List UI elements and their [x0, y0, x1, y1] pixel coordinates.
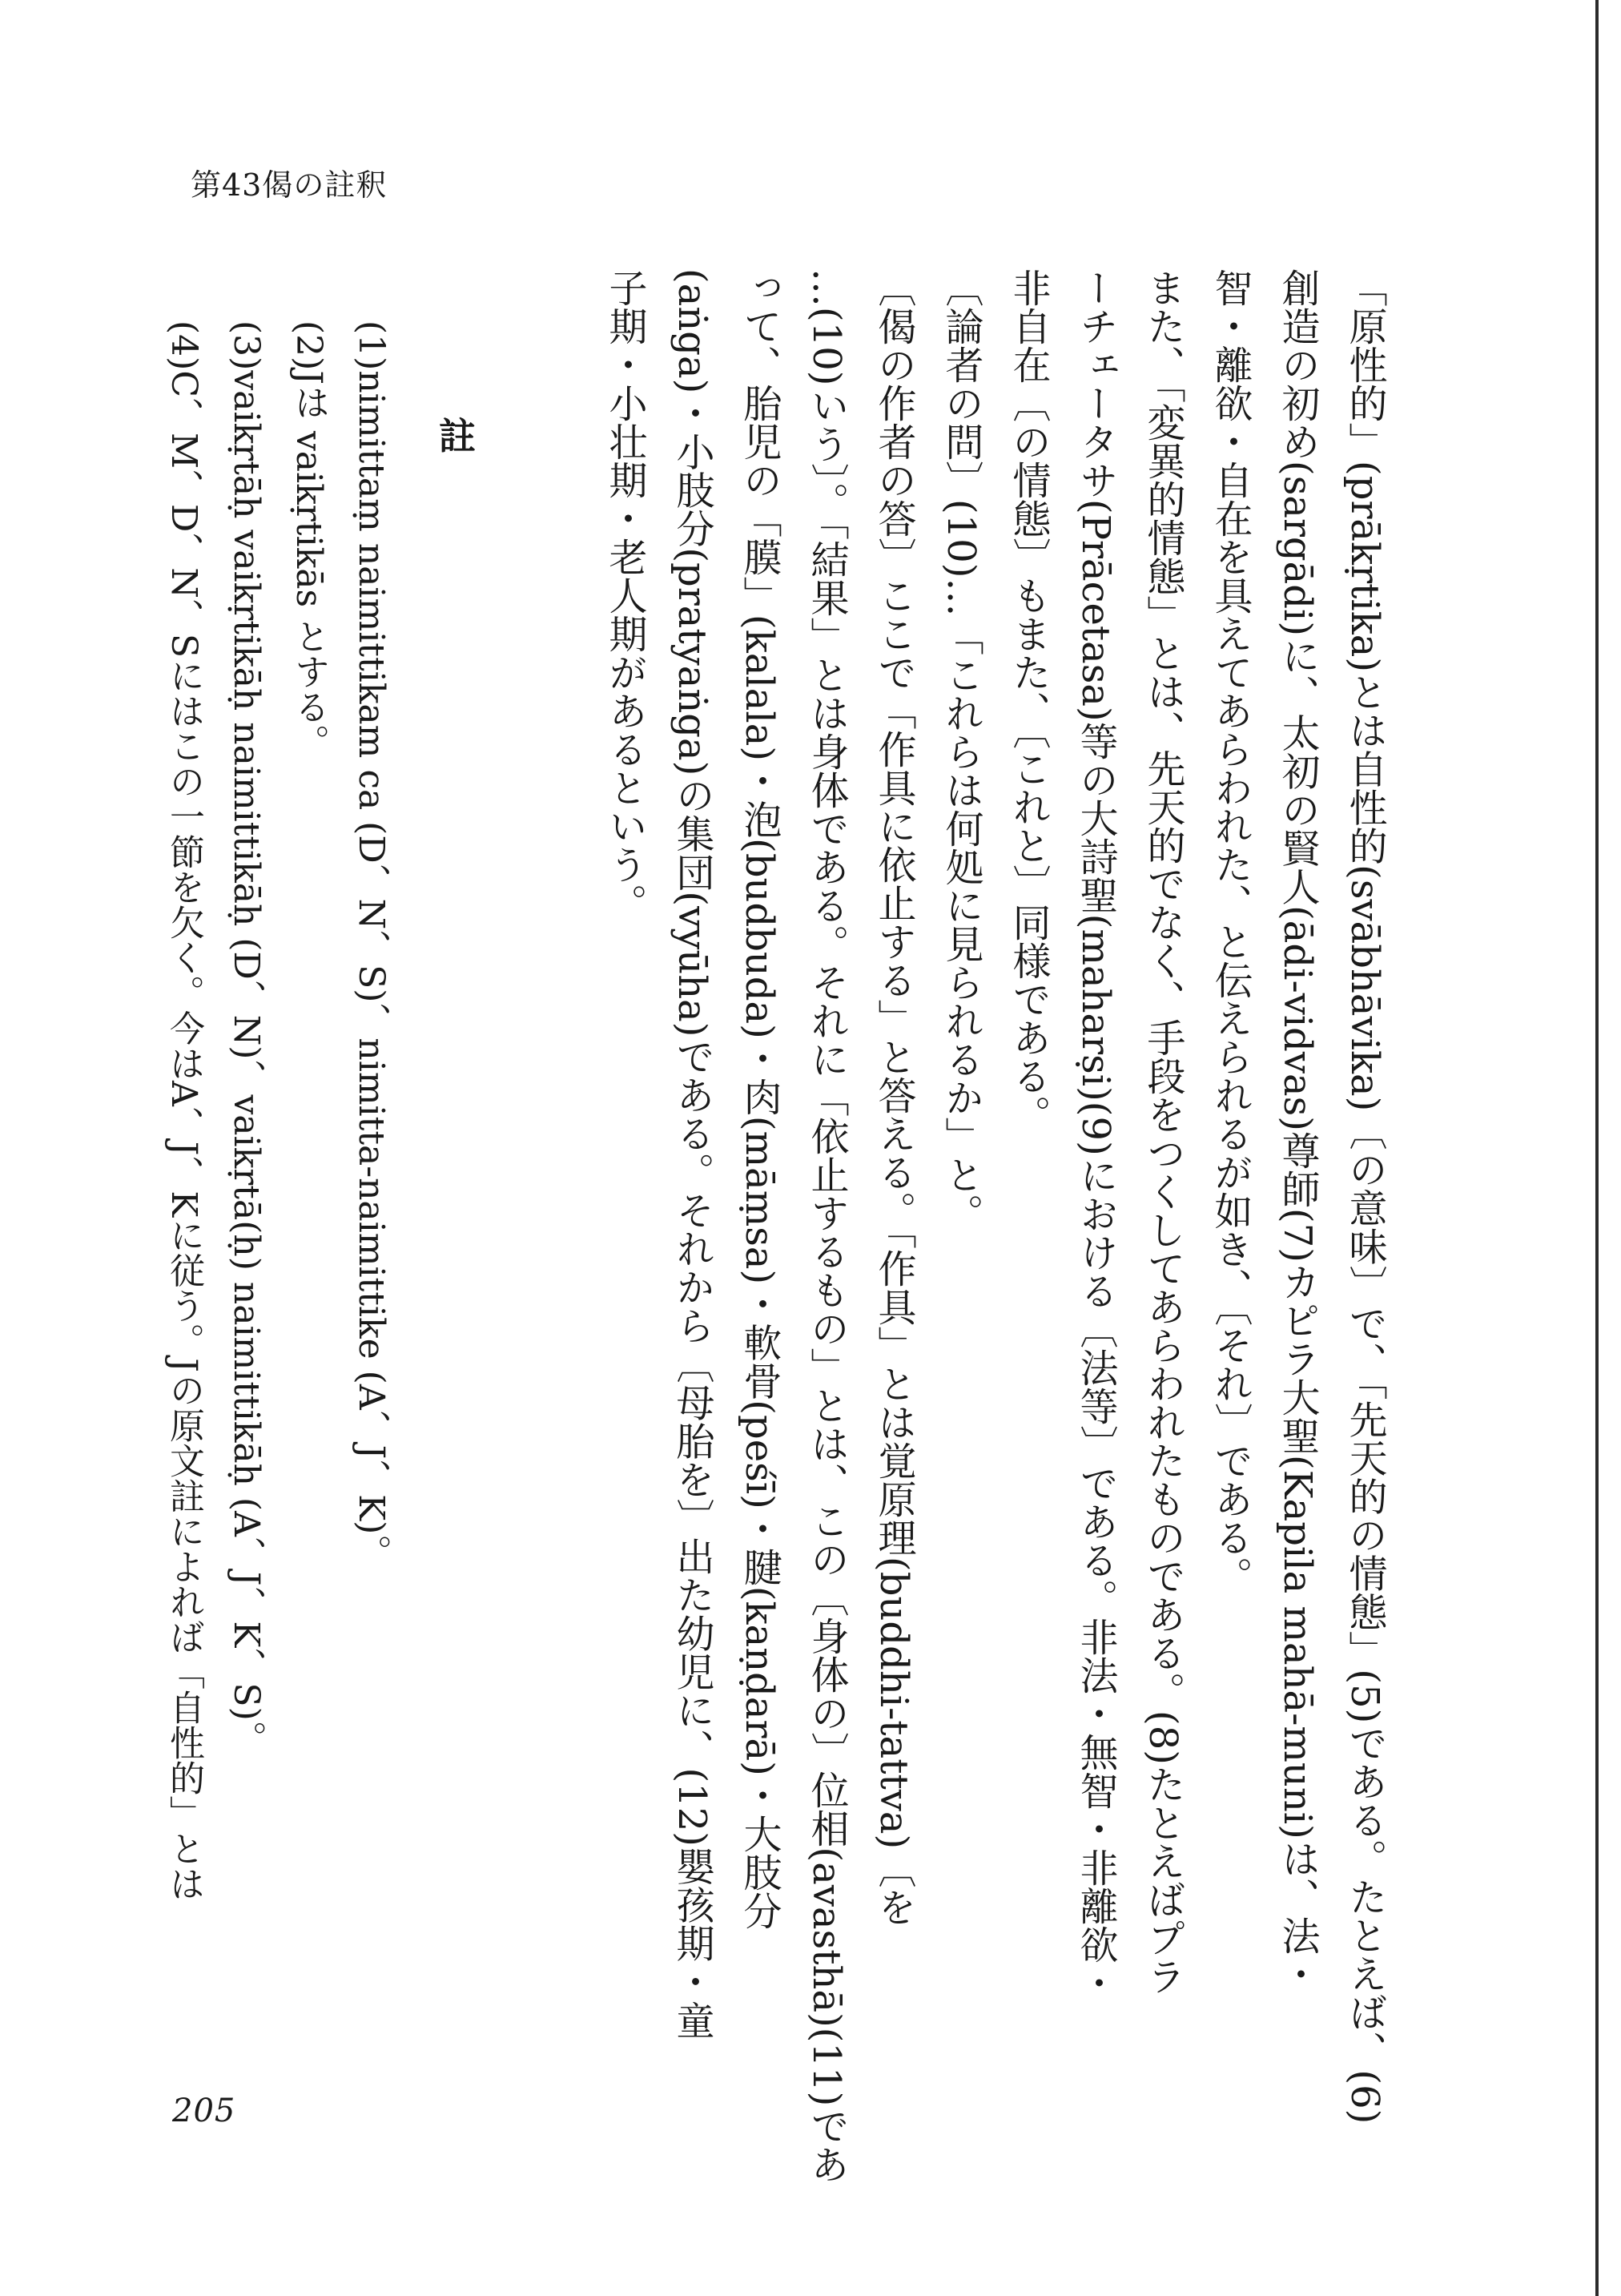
note-item: (3)vaikṛtāḥ vaikṛtikāḥ naimittikāḥ (D、N)、vaikṛtā(ḥ) naimittikāḥ (A、J、K、S)。 — [226, 320, 267, 1756]
body-line: ーチェータサ(Prācetasa)等の大詩聖(maharṣi)(9)における〔法等〕である。非法・無智・非離欲・ — [1073, 268, 1118, 2002]
body-line: 「原性的」(prākṛtika)とは自性的(svābhāvika)〔の意味〕で、「先天的の情態」(5)である。たとえば、(6) — [1342, 268, 1387, 2125]
body-line: 〔論者の問〕(10)…「これらは何処に見られるか」と。 — [939, 268, 983, 1232]
commentary-body — [591, 268, 1398, 2184]
body-line: って、胎児の「膜」(kalala)・泡(budbuda)・肉(māṃsa)・軟骨(peśī)・腱(kaṇḍarā)・大肢分 — [737, 268, 782, 1930]
body-line: (aṅga)・小肢分(pratyaṅga)の集団(vyūha)である。それから〔母胎を〕出た幼児に、(12)嬰孩期・童 — [670, 268, 714, 2040]
body-line: 〔偈の作者の答〕ここで「作具に依止する」と答える。「作具」とは覚原理(buddhi-tattva)〔を — [871, 268, 916, 1927]
note-item: (4)C、M、D、N、Sにはこの一節を欠く。今はA、J、Kに従う。Jの原文註によれば「自性的」とは — [163, 320, 204, 1901]
page-edge-line — [1595, 0, 1599, 2296]
notes-list — [152, 320, 402, 2067]
body-line: …(10)いう〕。「結果」とは身体である。それに「依止するもの」とは、この〔身体の〕位相(avasthā)(11)であ — [804, 268, 849, 2184]
note-item: (1)nimittaṃ naimittikam ca (D、N、S)、nimitta-naimittike (A、J、K)。 — [351, 320, 392, 1570]
body-line: 創造の初め(sargādi)に、太初の賢人(ādi-vidvas)尊師(7)カピラ大聖(Kapila mahā-muni)は、法・ — [1275, 268, 1320, 1993]
body-line: 智・離欲・自在を具えてあらわれた、と伝えられるが如き、〔それ〕である。 — [1208, 268, 1253, 1595]
body-line: 子期・小壮期・老人期があるという。 — [602, 268, 647, 922]
notes-heading: 註 — [433, 417, 477, 453]
note-item: (2)Jは vaikṛtikās とする。 — [288, 320, 329, 760]
body-line: また、「変異的情態」とは、先天的でなく、手段をつくしてあらわれたものである。(8)たとえばプラ — [1140, 268, 1185, 1996]
running-head: 第43偈の註釈 — [191, 167, 388, 203]
page-number: 205 — [172, 2093, 236, 2129]
body-line: 非自在〔の情態〕もまた、〔これと〕同様である。 — [1006, 268, 1051, 1134]
